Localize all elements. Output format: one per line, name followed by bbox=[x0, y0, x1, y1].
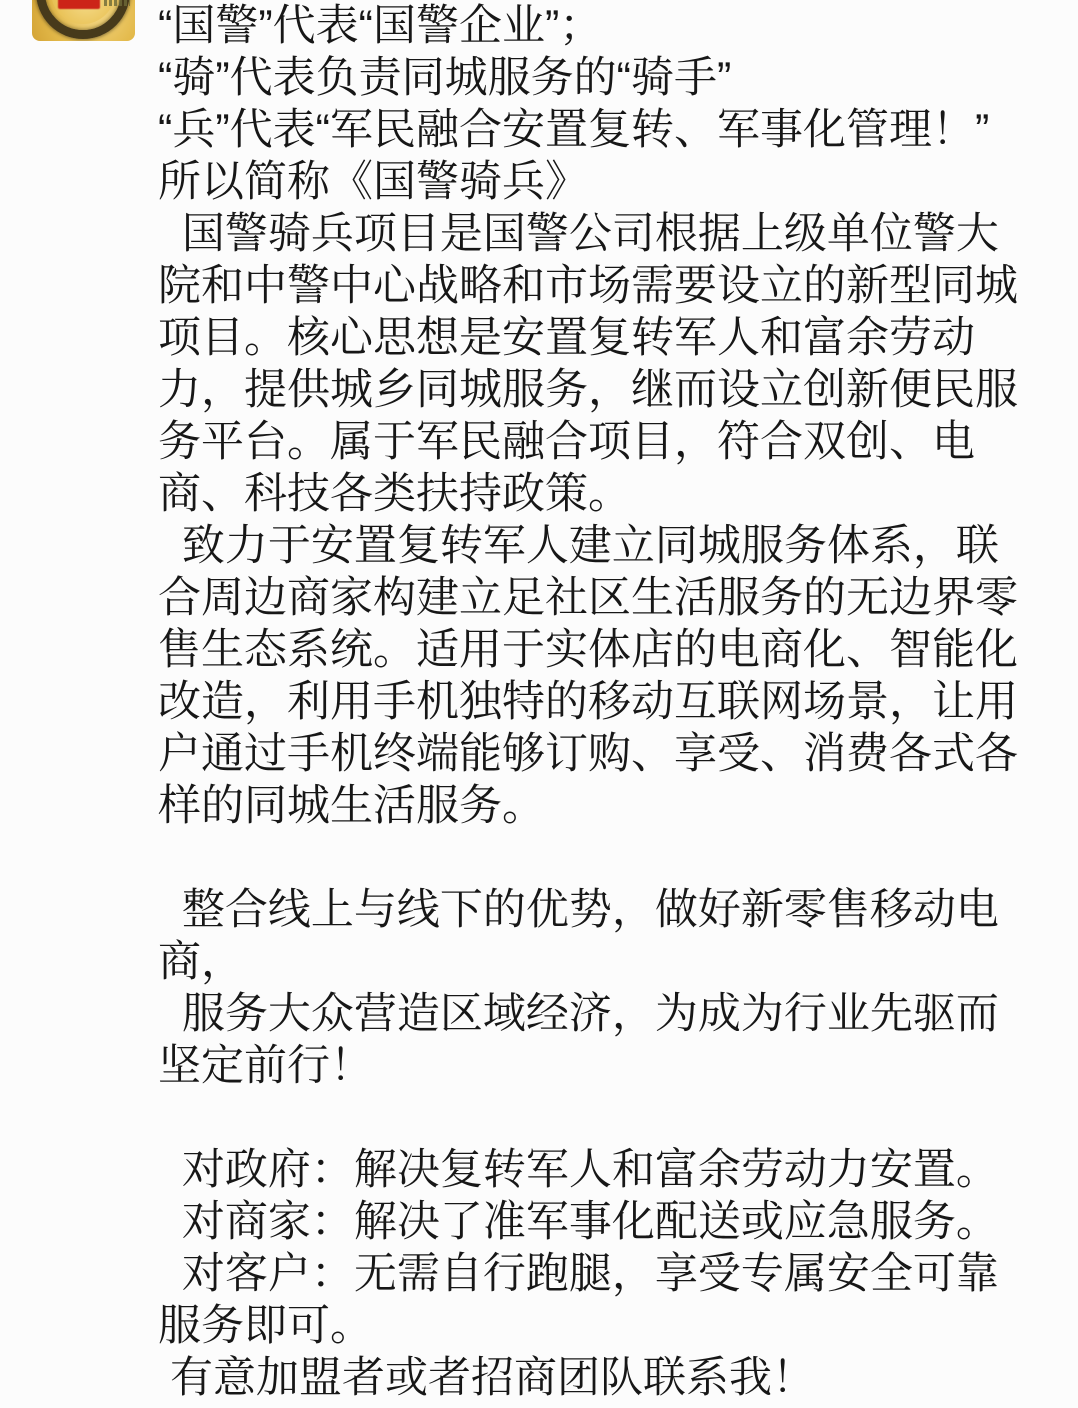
message-line: 样的同城生活服务。 bbox=[158, 782, 545, 830]
message-line: 务平台。属于军民融合项目，符合双创、电 bbox=[158, 418, 975, 466]
message-line: 所以简称《国警骑兵》 bbox=[158, 158, 588, 206]
message-line: 国警骑兵项目是国警公司根据上级单位警大 bbox=[158, 210, 999, 258]
avatar-logo-small-text bbox=[104, 0, 130, 6]
message-line: 院和中警中心战略和市场需要设立的新型同城 bbox=[158, 262, 1018, 310]
message-line: “兵”代表“军民融合安置复转、军事化管理！” bbox=[158, 106, 990, 154]
message-line: 对政府：解决复转军人和富余劳动力安置。 bbox=[158, 1146, 999, 1194]
message-line: 改造，利用手机独特的移动互联网场景，让用 bbox=[158, 678, 1018, 726]
message-line: 商， bbox=[158, 938, 244, 986]
message-line: 致力于安置复转军人建立同城服务体系，联 bbox=[158, 522, 999, 570]
message-line: 商、科技各类扶持政策。 bbox=[158, 470, 631, 518]
sender-avatar[interactable] bbox=[32, 0, 135, 41]
avatar-logo-red-text bbox=[58, 0, 100, 9]
message-line: 户通过手机终端能够订购、享受、消费各式各 bbox=[158, 730, 1018, 778]
message-text-body bbox=[158, 0, 1063, 1404]
message-line: 合周边商家构建立足社区生活服务的无边界零 bbox=[158, 574, 1018, 622]
message-line: 对商家：解决了准军事化配送或应急服务。 bbox=[158, 1198, 999, 1246]
message-line: 整合线上与线下的优势，做好新零售移动电 bbox=[158, 886, 999, 934]
message-line: “骑”代表负责同城服务的“骑手” bbox=[158, 54, 732, 102]
message-line: 力，提供城乡同城服务，继而设立创新便民服 bbox=[158, 366, 1018, 414]
message-line bbox=[158, 832, 1063, 884]
message-line: 服务即可。 bbox=[158, 1302, 373, 1350]
message-line: 项目。核心思想是安置复转军人和富余劳动 bbox=[158, 314, 975, 362]
message-line: 有意加盟者或者招商团队联系我！ bbox=[158, 1354, 815, 1402]
message-line bbox=[158, 1092, 1063, 1144]
message-line: 坚定前行！ bbox=[158, 1042, 373, 1090]
message-line: “国警”代表“国警企业”； bbox=[158, 2, 603, 50]
message-line: 服务大众营造区域经济，为成为行业先驱而 bbox=[158, 990, 999, 1038]
message-line: 对客户：无需自行跑腿，享受专属安全可靠 bbox=[158, 1250, 999, 1298]
message-line: 售生态系统。适用于实体店的电商化、智能化 bbox=[158, 626, 1018, 674]
